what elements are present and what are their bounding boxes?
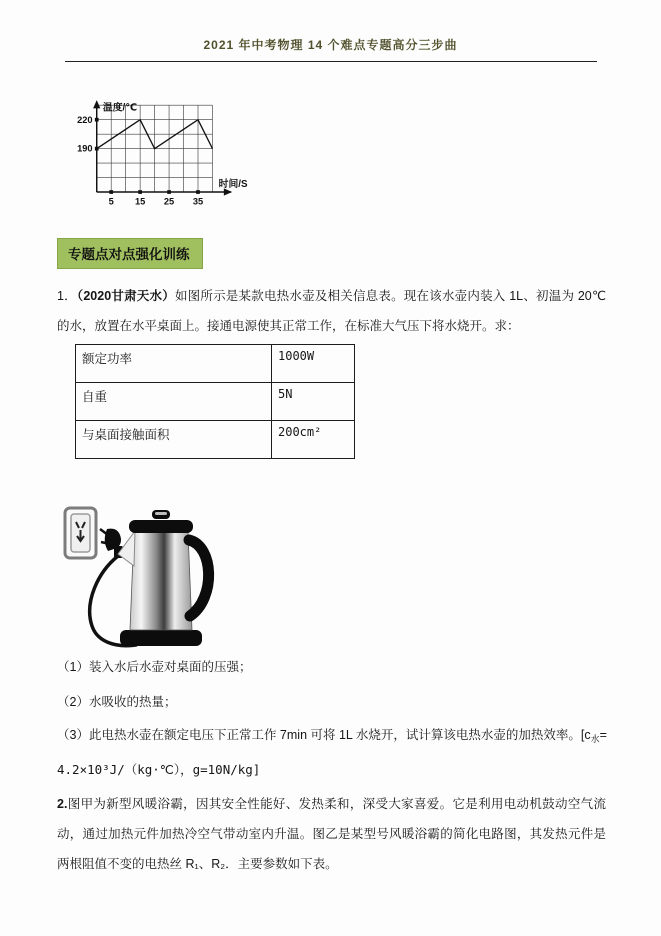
table-row	[76, 421, 355, 459]
chart-canvas	[74, 99, 260, 221]
table-row	[76, 345, 355, 383]
table-row	[76, 383, 355, 421]
question1-source: （2020甘肃天水）	[76, 289, 175, 303]
kettle-icon	[118, 510, 209, 646]
sub-question-3-formula: 4.2×10³J/（kg·℃），g=10N/kg]	[57, 762, 261, 777]
svg-text:220: 220	[77, 114, 93, 125]
svg-text:190: 190	[77, 143, 93, 154]
table-cell-label: 与桌面接触面积	[76, 421, 272, 459]
svg-text:35: 35	[192, 196, 204, 207]
table-cell-value: 1000W	[272, 345, 355, 383]
electric-kettle-image	[56, 502, 218, 654]
power-socket-icon	[65, 508, 96, 558]
temperature-time-chart	[74, 99, 260, 221]
table-cell-label: 自重	[76, 383, 272, 421]
sub-question-3	[57, 725, 617, 745]
sub-question-2: （2）水吸收的热量；	[57, 695, 177, 709]
table-cell-label: 额定功率	[76, 345, 272, 383]
question1-number: 1．	[57, 289, 77, 303]
section-banner: 专题点对点强化训练	[57, 238, 203, 269]
sub-question-3-text: （3）此电热水壶在额定电压下正常工作 7min 可将 1L 水烧开，试计算该电热水壶的加热效率。[c	[57, 728, 591, 742]
table-cell-value: 200cm²	[272, 421, 355, 459]
sub-question-1: （1）装入水后水壶对桌面的压强；	[57, 660, 252, 674]
question2-body: 图甲为新型风暖浴霸，因其安全性能好、发热柔和，深受大家喜爱。它是利用电动机鼓动空气流动，通过加热元件加热冷空气带动室内升温。图乙是某型号风暖浴霸的简化电路图，其发热元件是两根阻值不变的电热丝 R₁、R₂．主要参数如下表。	[57, 797, 606, 871]
question1-body: 如图所示是某款电热水壶及相关信息表。现在该水壶内装入 1L、初温为 20℃的水，放置在水平桌面上。接通电源使其正常工作，在标准大气压下将水烧开。求：	[57, 289, 607, 333]
svg-text:15: 15	[134, 196, 146, 207]
svg-text:25: 25	[163, 196, 175, 207]
svg-text:温度/℃: 温度/℃	[102, 102, 138, 114]
page-header-title: 2021 年中考物理 14 个难点专题高分三步曲	[203, 38, 458, 52]
svg-text:5: 5	[108, 196, 114, 207]
header-divider	[65, 61, 597, 62]
question1-paragraph	[57, 281, 606, 341]
svg-text:时间/S: 时间/S	[218, 178, 248, 190]
c-water-subscript: 水	[590, 734, 600, 744]
question2-number: 2.	[57, 797, 68, 811]
table-cell-value: 5N	[272, 383, 355, 421]
question2-paragraph	[57, 789, 606, 879]
equals-sign: =	[599, 728, 607, 742]
kettle-info-table	[75, 344, 355, 459]
